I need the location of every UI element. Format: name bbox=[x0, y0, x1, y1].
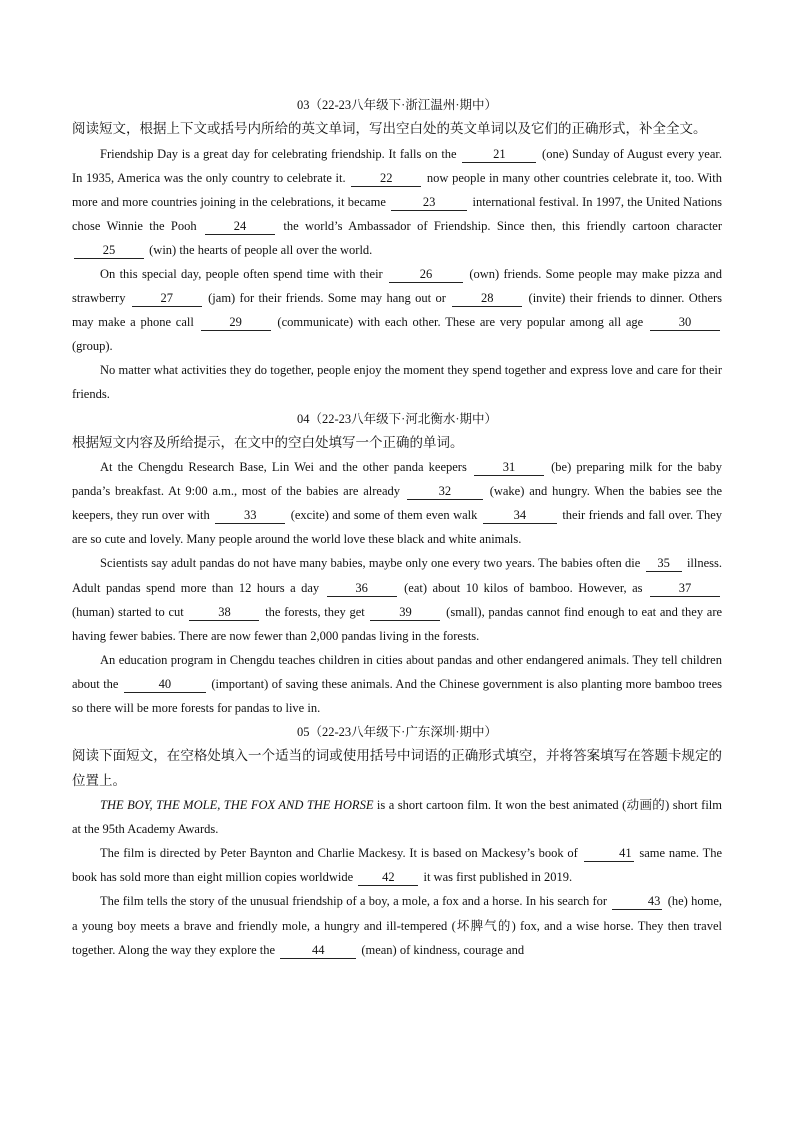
answer-blank[interactable]: 21 bbox=[462, 147, 536, 163]
answer-blank[interactable]: 24 bbox=[205, 219, 275, 235]
answer-blank[interactable]: 35 bbox=[646, 556, 682, 572]
answer-blank[interactable]: 22 bbox=[351, 171, 421, 187]
answer-blank[interactable]: 26 bbox=[389, 267, 463, 283]
section-instruction: 阅读短文，根据上下文或括号内所给的英文单词，写出空白处的英文单词以及它们的正确形式，补全全文。 bbox=[72, 121, 707, 136]
answer-blank[interactable]: 36 bbox=[327, 581, 397, 597]
answer-blank[interactable]: 25 bbox=[74, 243, 144, 259]
film-title: THE BOY, THE MOLE, THE FOX AND THE HORSE bbox=[100, 798, 374, 813]
answer-blank[interactable]: 34 bbox=[483, 508, 557, 524]
answer-blank[interactable]: 40 bbox=[124, 677, 206, 693]
paragraph: THE BOY, THE MOLE, THE FOX AND THE HORSE is a short cartoon film. It won the best animated (动画的) short film at the 95th Academy Awards. bbox=[72, 798, 722, 837]
answer-blank[interactable]: 33 bbox=[215, 508, 285, 524]
section-instruction: 根据短文内容及所给提示，在文中的空白处填写一个正确的单词。 bbox=[72, 434, 464, 450]
answer-blank[interactable]: 31 bbox=[474, 460, 544, 476]
answer-blank[interactable]: 29 bbox=[201, 315, 271, 331]
section-heading: 05（22-23八年级下·广东深圳·期中） bbox=[297, 725, 497, 740]
answer-blank[interactable]: 37 bbox=[650, 581, 720, 597]
paragraph: Scientists say adult pandas do not have many babies, maybe only one every two years. The babies often die 35 illness. Adult pandas spend more than 12 hours a day 36 (eat) about 10 kilos of bamboo. However, as 37 (human) started to cut 38 the forests, they get 39 (small), pandas cannot find enough to eat and they are having fewer babies. There are now fewer than 2,000 pandas living in the forests. bbox=[72, 556, 723, 643]
answer-blank[interactable]: 43 bbox=[612, 894, 662, 910]
answer-blank[interactable]: 44 bbox=[280, 943, 356, 959]
section-heading: 04（22-23八年级下·河北衡水·期中） bbox=[297, 411, 497, 426]
paragraph: Friendship Day is a great day for celebrating friendship. It falls on the 21 (one) Sunday of August every year. In 1935, America was the only country to celebrate it. 22 now people in many other countries celebrate it, too. With more and more countries joining in the celebrations, it became 23 international festival. In 1997, the United Nations chose Winnie the Pooh 24 the world’s Ambassador of Friendship. Since then, this friendly cartoon character 25 (win) the hearts of people all over the world. bbox=[72, 146, 723, 257]
answer-blank[interactable]: 41 bbox=[584, 846, 634, 862]
answer-blank[interactable]: 39 bbox=[370, 605, 440, 621]
answer-blank[interactable]: 30 bbox=[650, 315, 720, 331]
answer-blank[interactable]: 42 bbox=[358, 870, 418, 886]
section-heading: 03（22-23八年级下·浙江温州·期中） bbox=[297, 98, 497, 112]
paragraph: At the Chengdu Research Base, Lin Wei and the other panda keepers 31 (be) preparing milk for the baby panda’s breakfast. At 9:00 a.m., most of the babies are already 32 (wake) and hungry. When the babies see the keepers, they run over with 33 (excite) and some of them even walk 34 their friends and fall over. They are so cute and lovely. Many people around the world love these black and white animals. bbox=[72, 460, 723, 547]
section-instruction: 阅读下面短文，在空格处填入一个适当的词或使用括号中词语的正确形式填空，并将答案填写在答题卡规定的位置上。 bbox=[72, 748, 722, 788]
worksheet-page bbox=[72, 93, 722, 962]
answer-blank[interactable]: 28 bbox=[452, 291, 522, 307]
answer-blank[interactable]: 38 bbox=[189, 605, 259, 621]
answer-blank[interactable]: 32 bbox=[407, 484, 483, 500]
answer-blank[interactable]: 27 bbox=[132, 291, 202, 307]
answer-blank[interactable]: 23 bbox=[391, 195, 467, 211]
paragraph: An education program in Chengdu teaches children in cities about pandas and other endangered animals. They tell children about the 40 (important) of saving these animals. And the Chinese government is also planting more bamboo trees so there will be more forests for pandas to live in. bbox=[72, 652, 723, 715]
paragraph: The film is directed by Peter Baynton and Charlie Mackesy. It is based on Mackesy’s book of 41 same name. The book has sold more than eight million copies worldwide 42 it was first published in 2019. bbox=[72, 846, 723, 885]
paragraph: No matter what activities they do together, people enjoy the moment they spend together and express love and care for their friends. bbox=[72, 363, 722, 402]
paragraph: The film tells the story of the unusual friendship of a boy, a mole, a fox and a horse. In his search for 43 (he) home, a young boy meets a brave and friendly mole, a hungry and ill-tempered (坏脾气的) fox, and a wise horse. They then travel together. Along the way they explore the 44 (mean) of kindness, courage and bbox=[72, 894, 723, 957]
paragraph: On this special day, people often spend time with their 26 (own) friends. Some people may make pizza and strawberry 27 (jam) for their friends. Some may hang out or 28 (invite) their friends to dinner. Others may make a phone call 29 (communicate) with each other. These are very popular among all age 30 (group). bbox=[72, 266, 723, 354]
